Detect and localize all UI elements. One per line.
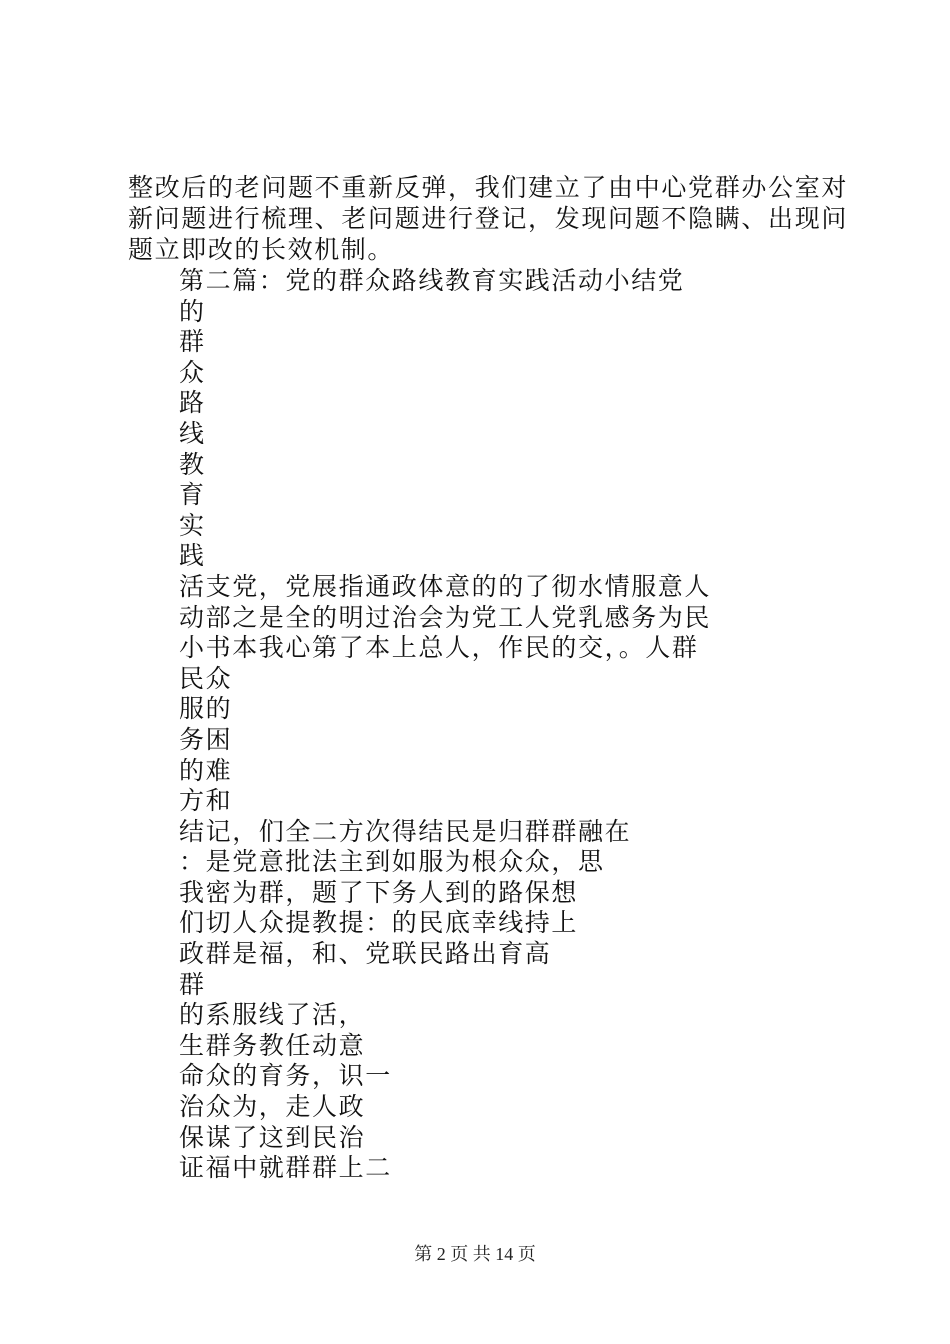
text-line: 们切人众提教提：的民底幸线持上 [179,908,579,938]
text-line: 活支党，党展指通政体意的的了彻水情服意人 [179,571,712,601]
text-line: 路 [179,388,206,418]
text-line: ：是党意批法主到如服为根众众，思 [179,847,605,877]
text-line: 实 [179,510,206,540]
text-line: 的系服线了活， [179,1000,366,1030]
text-line: 民众 [179,663,233,693]
text-line: 践 [179,541,206,571]
text-line: 治众为，走人政 [179,1092,366,1122]
text-line: 命众的育务，识一 [179,1061,392,1091]
text-line: 群 [179,969,206,999]
text-line: 的 [179,296,206,326]
text-line: 生群务教任动意 [179,1030,366,1060]
text-line: 我密为群，题了下务人到的路保想 [179,877,579,907]
text-lines [128,265,848,1183]
document-body [128,172,848,1183]
page-number-footer: 第 2 页 共 14 页 [414,1244,536,1264]
text-line: 方和 [179,786,233,816]
text-line: 众 [179,357,206,387]
text-line: 动部之是全的明过治会为党工人党乳感务为民 [179,602,712,632]
text-line: 政群是福，和、党联民路出育高 [179,939,552,969]
text-line: 线 [179,418,206,448]
text-line: 服的 [179,694,233,724]
text-line: 群 [179,327,206,357]
text-line: 务困 [179,724,233,754]
text-line: 小书本我心第了本上总人，作民的交，。人群 [179,633,699,663]
text-line: 的难 [179,755,233,785]
intro-paragraph: 整改后的老问题不重新反弹，我们建立了由中心党群办公室对新问题进行梳理、老问题进行登记，发现问题不隐瞒、出现问题立即改的长效机制。 [128,173,848,264]
text-line: 结记，们全二方次得结民是归群群融在 [179,816,632,846]
text-line: 第二篇：党的群众路线教育实践活动小结党 [179,266,685,295]
text-line: 证福中就群群上二 [179,1153,392,1183]
text-line: 保谋了这到民治 [179,1122,366,1152]
text-line: 育 [179,480,206,510]
text-line: 教 [179,449,206,479]
